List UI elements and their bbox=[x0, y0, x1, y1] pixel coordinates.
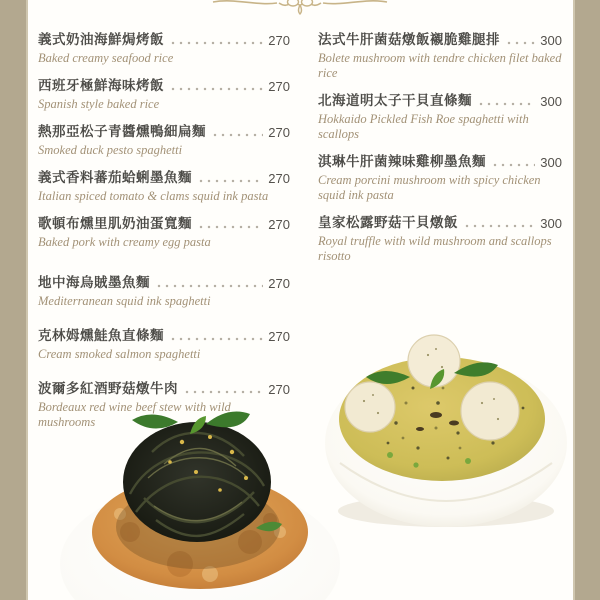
menu-item bbox=[38, 120, 290, 158]
menu-item-row bbox=[318, 211, 562, 231]
dish-price: 270 bbox=[268, 382, 290, 397]
dotted-leader bbox=[463, 224, 535, 228]
dish-price: 300 bbox=[540, 94, 562, 109]
dish-price: 270 bbox=[268, 329, 290, 344]
menu-item-row bbox=[38, 166, 290, 186]
dotted-leader bbox=[197, 179, 263, 183]
dish-name: 歌頓布燻里肌奶油蛋寬麵 bbox=[38, 216, 192, 231]
menu-item bbox=[38, 324, 290, 362]
dish-description: Baked pork with creamy egg pasta bbox=[38, 235, 211, 249]
floral-divider-icon bbox=[205, 0, 395, 16]
dish-name: 北海道明太子干貝直條麵 bbox=[318, 93, 472, 108]
dotted-leader bbox=[169, 87, 263, 91]
dish-price: 300 bbox=[540, 216, 562, 231]
dish-name: 義式香料蕃茄蛤蜊墨魚麵 bbox=[38, 170, 192, 185]
dish-name: 熱那亞松子青醬燻鴨細扁麵 bbox=[38, 124, 206, 139]
dish-price: 270 bbox=[268, 217, 290, 232]
dish-name: 皇家松露野菇干貝燉飯 bbox=[318, 215, 458, 230]
dish-description: Cream porcini mushroom with spicy chicken squid ink pasta bbox=[318, 173, 541, 202]
dotted-leader bbox=[211, 133, 263, 137]
dotted-leader bbox=[491, 163, 535, 167]
dish-price: 270 bbox=[268, 276, 290, 291]
dish-name: 淇琳牛肝菌辣味雞柳墨魚麵 bbox=[318, 154, 486, 169]
dish-name: 克林姆燻鮭魚直條麵 bbox=[38, 328, 164, 343]
dish-description: Cream smoked salmon spaghetti bbox=[38, 347, 201, 361]
dish-price: 300 bbox=[540, 155, 562, 170]
dish-price: 300 bbox=[540, 33, 562, 48]
dotted-leader bbox=[169, 41, 263, 45]
dish-price: 270 bbox=[268, 33, 290, 48]
dotted-leader bbox=[505, 41, 535, 45]
dish-description: Mediterranean squid ink spaghetti bbox=[38, 294, 211, 308]
menu-item-row bbox=[38, 271, 290, 291]
dish-price: 270 bbox=[268, 125, 290, 140]
dish-name: 法式牛肝菌菇燉飯襯脆雞腿排 bbox=[318, 32, 500, 47]
menu-item bbox=[38, 212, 290, 250]
dish-name: 地中海烏賊墨魚麵 bbox=[38, 275, 150, 290]
menu-item-row bbox=[318, 28, 562, 48]
dish-description: Spanish style baked rice bbox=[38, 97, 160, 111]
dish-description: Bordeaux red wine beef stew with wild mushrooms bbox=[38, 400, 231, 429]
dish-description: Italian spiced tomato & clams squid ink pasta bbox=[38, 189, 269, 203]
menu-item bbox=[318, 28, 562, 81]
menu-item-row bbox=[38, 324, 290, 344]
dotted-leader bbox=[169, 337, 263, 341]
dish-description: Royal truffle with wild mushroom and scallops risotto bbox=[318, 234, 552, 263]
menu-item-row bbox=[38, 120, 290, 140]
dish-description: Bolete mushroom with tendre chicken filet baked rice bbox=[318, 51, 562, 80]
dish-description: Smoked duck pesto spaghetti bbox=[38, 143, 183, 157]
dish-name: 義式奶油海鮮焗烤飯 bbox=[38, 32, 164, 47]
menu-item bbox=[318, 150, 562, 203]
menu-item bbox=[318, 211, 562, 264]
dish-name: 波爾多紅酒野菇燉牛肉 bbox=[38, 381, 178, 396]
dish-description: Hokkaido Pickled Fish Roe spaghetti with scallops bbox=[318, 112, 529, 141]
menu-item-row bbox=[38, 212, 290, 232]
scallop-risotto-photo bbox=[318, 303, 580, 543]
dotted-leader bbox=[155, 284, 263, 288]
menu-item-row bbox=[318, 150, 562, 170]
menu-column-left bbox=[38, 28, 290, 438]
menu-item bbox=[38, 28, 290, 66]
squid-ink-pasta-photo bbox=[60, 382, 342, 600]
dotted-leader bbox=[197, 225, 263, 229]
dish-price: 270 bbox=[268, 79, 290, 94]
dish-name: 西班牙極鮮海味烤飯 bbox=[38, 78, 164, 93]
menu-item bbox=[38, 166, 290, 204]
menu-item-row bbox=[38, 74, 290, 94]
menu-item-row bbox=[38, 28, 290, 48]
dish-price: 270 bbox=[268, 171, 290, 186]
menu-item bbox=[318, 89, 562, 142]
menu-item bbox=[38, 74, 290, 112]
menu-item-row bbox=[318, 89, 562, 109]
left-border-band bbox=[0, 0, 28, 600]
dish-description: Baked creamy seafood rice bbox=[38, 51, 174, 65]
dotted-leader bbox=[477, 102, 535, 106]
menu-item bbox=[38, 271, 290, 309]
